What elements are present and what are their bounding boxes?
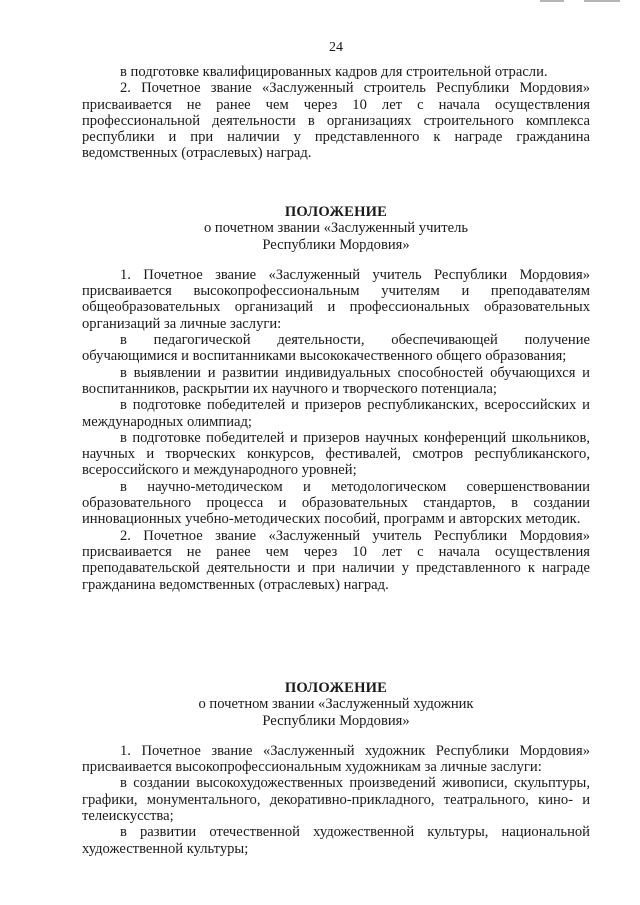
section-title: ПОЛОЖЕНИЕ [284,680,388,696]
section-title: ПОЛОЖЕНИЕ [284,204,388,220]
section-subtitle: о почетном звании «Заслуженный художник [198,696,474,713]
top-section [82,64,590,162]
paragraph: 2. Почетное звание «Заслуженный строитель Республики Мордовия» присваивается не ранее чем через 10 лет с начала осуществления профессиональной деятельности в организациях строительного комплекса республики и при наличии у представленного к награде гражданина ведомственных (отраслевых) наград. [82,80,590,162]
paragraph: в подготовке квалифицированных кадров для строительной отрасли. [120,64,548,80]
list-item: в подготовке победителей и призеров республиканских, всероссийских и международных олимпиад; [82,397,590,430]
section-subtitle: Республики Мордовия» [262,712,410,729]
list-item: в подготовке победителей и призеров научных конференций школьников, научных и творческих конкурсов, фестивалей, смотров республиканского, всероссийского и международного уровней; [82,429,590,479]
section-teacher [82,204,590,593]
section-artist [82,680,590,857]
scan-edge-mark [584,0,620,2]
list-item: в создании высокохудожественных произведений живописи, скульптуры, графики, монументального, декоративно-прикладного, театрального, кино- и телеискусства; [82,775,590,825]
paragraph: 1. Почетное звание «Заслуженный учитель Республики Мордовия» присваивается высокопрофессиональным учителям и преподавателям общеобразовательных организаций и профессиональных образовательных организаций за личные заслуги: [82,266,590,332]
paragraph: 1. Почетное звание «Заслуженный художник Республики Мордовия» присваивается высокопрофессиональным художникам за личные заслуги: [82,742,590,776]
list-item: в выявлении и развитии индивидуальных способностей обучающихся и воспитанников, раскрытии их научного и творческого потенциала; [82,364,590,397]
section-subtitle: о почетном звании «Заслуженный учитель [203,220,469,237]
list-item: в развитии отечественной художественной культуры, национальной художественной культуры; [82,824,590,857]
section-subtitle: Республики Мордовия» [262,236,410,253]
list-item: в научно-методическом и методологическом совершенствовании образовательного процесса и образовательных стандартов, в создании инновационных учебно-методических пособий, программ и авторских методик. [82,478,590,528]
scan-edge-mark [540,0,564,2]
page-number: 24 [329,40,343,55]
list-item: в педагогической деятельности, обеспечивающей получение обучающимися и воспитанниками высококачественного общего образования; [82,332,590,365]
paragraph: 2. Почетное звание «Заслуженный учитель Республики Мордовия» присваивается не ранее чем через 10 лет с начала осуществления преподавательской деятельности и при наличии у представленного к награде гражданина ведомственных (отраслевых) наград. [82,527,590,593]
